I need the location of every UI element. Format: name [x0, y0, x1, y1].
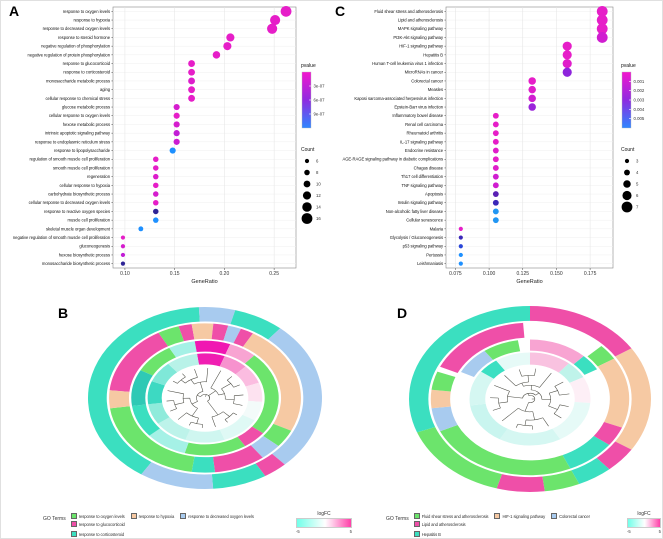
- count-legend-dot: [302, 202, 311, 211]
- dendrogram-line: [200, 382, 203, 391]
- count-legend-label: 5: [636, 181, 639, 187]
- pvalue-legend-title: pvalue: [301, 63, 316, 69]
- y-axis-label: regulation of smooth muscle cell proliferation: [29, 156, 110, 162]
- logfc-max-d: 5: [658, 529, 661, 534]
- dot: [493, 209, 499, 215]
- count-legend-dot: [305, 159, 309, 163]
- x-tick-label: 0.20: [219, 271, 230, 277]
- count-legend-label: 6: [636, 193, 639, 199]
- go-terms-items-b: [71, 513, 293, 537]
- count-legend-label: 12: [316, 193, 321, 199]
- dendrogram-line: [555, 382, 563, 386]
- dot: [528, 86, 536, 94]
- y-axis-label: p53 signaling pathway: [402, 243, 443, 249]
- go-legend-item-b-2: [180, 513, 254, 519]
- dendrogram-line: [543, 418, 549, 426]
- go-legend-item-d-3: [414, 521, 466, 527]
- dendrogram-line: [182, 374, 185, 377]
- ring-segment: [192, 457, 215, 473]
- dendrogram-line: [559, 394, 569, 395]
- dot: [153, 156, 159, 162]
- y-axis-label: aging: [100, 87, 110, 93]
- y-axis-label: TNF signaling pathway: [401, 182, 443, 188]
- dendrogram-line: [192, 401, 198, 404]
- go-terms-legend-b: [43, 513, 293, 537]
- dot: [188, 95, 195, 102]
- y-axis-label: Fluid shear stress and atherosclerosis: [374, 8, 443, 14]
- dendrogram-line: [505, 375, 516, 386]
- dendrogram-line: [191, 380, 194, 384]
- dendrogram-line: [173, 381, 177, 383]
- count-legend-label: 7: [636, 204, 639, 210]
- dot: [226, 33, 234, 41]
- dot: [174, 130, 180, 136]
- logfc-legend-b: [296, 511, 352, 534]
- dendrogram-line: [499, 402, 508, 403]
- logfc-min-d: -5: [627, 529, 631, 534]
- count-legend-dot: [623, 180, 631, 188]
- y-axis-label: HIF-1 signaling pathway: [399, 43, 443, 49]
- dendrogram-line: [522, 383, 524, 386]
- y-axis-label: MAPK signaling pathway: [397, 26, 443, 32]
- ring-segment: [195, 341, 230, 355]
- y-axis-label: Glycolysis / Gluconeogenesis: [389, 234, 443, 240]
- dot: [563, 42, 572, 51]
- panel-a-label: A: [9, 3, 20, 19]
- go-legend-swatch: [71, 521, 77, 527]
- y-axis-label: intrinsic apoptotic signaling pathway: [45, 130, 110, 136]
- count-legend-dot: [303, 191, 311, 199]
- y-axis-label: Kaposi sarcoma-associated herpesvirus infection: [354, 95, 443, 101]
- x-tick-label: 0.25: [269, 271, 279, 277]
- go-legend-swatch: [131, 513, 137, 519]
- dot: [153, 217, 159, 223]
- y-axis-label: Malaria: [429, 226, 443, 232]
- pvalue-tick-label: 0.003: [633, 97, 645, 103]
- ring-segment: [185, 430, 224, 443]
- dot: [597, 32, 608, 43]
- go-legend-label: Colorectal cancer: [559, 513, 590, 519]
- dendrogram-line: [189, 422, 191, 425]
- dot: [138, 226, 143, 231]
- dot: [493, 130, 499, 136]
- y-axis-label: IL-17 signaling pathway: [400, 139, 443, 145]
- dendrogram-line: [525, 403, 529, 412]
- go-legend-label: response to glucocorticoid: [78, 521, 125, 527]
- dot: [493, 200, 499, 206]
- go-legend-item-b-1: [131, 513, 175, 519]
- logfc-legend-d: [627, 511, 661, 534]
- y-axis-label: Measles: [427, 87, 443, 93]
- dendrogram-line: [225, 420, 228, 423]
- go-legend-swatch: [414, 513, 420, 519]
- dot: [188, 69, 195, 76]
- y-axis-label: Hepatitis B: [423, 52, 443, 58]
- ring-segment: [432, 372, 456, 392]
- dot: [188, 60, 195, 67]
- go-legend-label: response to corticosteroid: [78, 531, 125, 537]
- dendrogram-line: [533, 412, 535, 420]
- dendrogram-line: [212, 417, 216, 427]
- logfc-gradient-bar-d: [627, 518, 661, 528]
- y-axis-label: negative regulation of smooth muscle cell proliferation: [12, 234, 110, 240]
- dot: [459, 244, 463, 248]
- y-axis-label: PI3K-Akt signaling pathway: [393, 34, 443, 40]
- dendrogram-line: [549, 391, 557, 394]
- y-axis-label: glucose metabolic process: [61, 104, 110, 110]
- go-legend-item-b-0: [71, 513, 125, 519]
- count-legend-label: 6: [316, 158, 319, 164]
- panel-c-label: C: [335, 3, 346, 19]
- pvalue-legend-title: pvalue: [621, 63, 636, 69]
- y-axis-label: response to hypoxia: [73, 17, 110, 23]
- dendrogram-line: [170, 409, 176, 411]
- dendrogram-line: [211, 371, 221, 388]
- y-axis-label: cellular response to hypoxia: [59, 182, 110, 188]
- ring-segment: [148, 381, 165, 404]
- dot: [153, 200, 159, 206]
- y-axis-label: response to decreased oxygen levels: [42, 26, 110, 32]
- dot: [121, 253, 125, 257]
- pvalue-tick-label: 0.001: [633, 78, 645, 84]
- dendrogram-line: [227, 376, 232, 380]
- dendrogram-line: [178, 413, 186, 420]
- count-legend-label: 16: [316, 216, 321, 222]
- y-axis-label: Lipid and atherosclerosis: [397, 17, 443, 23]
- dendrogram-line: [536, 393, 539, 395]
- dot: [459, 262, 463, 266]
- count-legend-dot: [304, 181, 311, 188]
- pvalue-tick-label: 9e-07: [313, 111, 325, 117]
- dendrogram-line: [502, 408, 518, 421]
- x-tick-label: 0.075: [449, 271, 462, 277]
- dendrogram-line: [197, 395, 201, 396]
- figure-charts-svg: [1, 1, 663, 539]
- dendrogram-line: [531, 385, 532, 390]
- dendrogram-line: [234, 385, 240, 387]
- ring-segment: [197, 353, 225, 366]
- dendrogram-line: [528, 393, 529, 395]
- count-legend-dot: [622, 202, 633, 213]
- dendrogram-line: [494, 385, 509, 391]
- y-axis-label: carbohydrate biosynthetic process: [48, 191, 110, 197]
- pvalue-tick-label: 3e-07: [313, 83, 325, 89]
- y-axis-label: cellular response to decreased oxygen levels: [28, 200, 110, 206]
- pvalue-tick-label: 0.005: [633, 116, 645, 122]
- dendrogram-line: [175, 403, 184, 405]
- dot: [493, 191, 499, 197]
- dot: [188, 86, 195, 93]
- go-legend-label: Fluid shear stress and atherosclerosis: [421, 513, 489, 519]
- dendrogram-line: [207, 401, 218, 415]
- dendrogram-line: [554, 414, 561, 418]
- count-legend-dot: [624, 170, 630, 176]
- ring-segment: [431, 390, 451, 409]
- go-legend-item-b-3: [71, 521, 125, 527]
- dendrogram-line: [205, 395, 206, 397]
- dot: [153, 191, 159, 197]
- dot: [493, 156, 499, 162]
- dendrogram-line: [207, 368, 208, 382]
- dendrogram-line: [508, 396, 523, 398]
- dendrogram-line: [192, 408, 198, 416]
- y-axis-label: Leishmaniasis: [417, 261, 443, 267]
- go-terms-title-b: GO Terms: [43, 516, 66, 522]
- dendrogram-arc: [523, 393, 536, 398]
- dot: [267, 24, 277, 34]
- ring-segment: [500, 429, 561, 446]
- ring-segment: [470, 404, 508, 439]
- ring-segment: [497, 474, 545, 492]
- x-tick-label: 0.100: [482, 271, 496, 277]
- y-axis-label: response to oxygen levels: [62, 8, 110, 14]
- count-legend-label: 8: [316, 170, 319, 176]
- count-legend-title: Count: [301, 147, 315, 153]
- panel-b-label: B: [58, 305, 69, 321]
- y-axis-label: monosaccharide metabolic process: [45, 78, 110, 84]
- logfc-ticks-d: [627, 529, 661, 534]
- y-axis-label: Chagas disease: [413, 165, 443, 171]
- go-legend-label: HIF-1 signaling pathway: [502, 513, 546, 519]
- logfc-ticks-b: [296, 529, 352, 534]
- dot: [493, 165, 499, 171]
- y-axis-label: regeneration: [87, 174, 110, 180]
- y-axis-label: gluconeogenesis: [79, 243, 110, 249]
- dot: [213, 51, 221, 59]
- x-tick-label: 0.125: [516, 271, 530, 277]
- dendrogram-line: [519, 369, 521, 376]
- y-axis-label: cellular response to oxygen levels: [48, 113, 110, 119]
- dot: [528, 95, 536, 103]
- go-legend-item-d-2: [551, 513, 590, 519]
- y-axis-label: Inflammatory bowel disease: [392, 113, 443, 119]
- pvalue-tick-label: 0.004: [633, 106, 645, 112]
- dot: [174, 104, 180, 110]
- dendrogram-line: [233, 404, 242, 406]
- dendrogram-arc: [201, 394, 210, 398]
- y-axis-label: hexose metabolic process: [62, 121, 110, 127]
- go-legend-label: response to oxygen levels: [78, 513, 125, 519]
- dendrogram-line: [219, 394, 225, 395]
- count-legend-label: 3: [636, 158, 639, 164]
- dendrogram-line: [225, 399, 234, 400]
- dot: [459, 227, 463, 231]
- dendrogram-line: [534, 369, 535, 376]
- go-terms-items-d: [414, 513, 624, 537]
- pvalue-tick-label: 0.002: [633, 88, 645, 94]
- panel-d-label: D: [397, 305, 408, 321]
- x-tick-label: 0.10: [120, 271, 130, 277]
- go-legend-item-d-0: [414, 513, 489, 519]
- x-axis-title: GeneRatio: [191, 279, 218, 285]
- go-legend-item-d-4: [414, 531, 441, 537]
- dot: [281, 6, 292, 17]
- dot: [270, 15, 280, 25]
- dot: [188, 78, 195, 85]
- go-legend-swatch: [414, 521, 420, 527]
- dot: [121, 244, 125, 248]
- dot: [528, 103, 536, 111]
- count-legend-dot: [302, 213, 313, 224]
- dendrogram-line: [197, 418, 199, 424]
- go-legend-swatch: [180, 513, 186, 519]
- logfc-max-b: 5: [349, 529, 352, 534]
- dot: [493, 174, 499, 180]
- logfc-title-d: logFC: [637, 511, 651, 517]
- dot: [121, 262, 125, 266]
- y-axis-label: skeletal muscle organ development: [46, 226, 110, 232]
- go-legend-label: response to hypoxia: [138, 513, 175, 519]
- y-axis-label: Insulin signaling pathway: [397, 200, 443, 206]
- dendrogram-line: [540, 373, 552, 387]
- y-axis-label: Non-alcoholic fatty liver disease: [385, 208, 443, 214]
- dot: [493, 139, 499, 145]
- y-axis-label: smooth muscle cell proliferation: [52, 165, 110, 171]
- go-legend-label: Hepatitis B: [421, 531, 441, 537]
- dendrogram-line: [194, 369, 197, 377]
- dot: [528, 77, 536, 85]
- dendrogram-line: [525, 420, 526, 426]
- dot: [174, 139, 180, 145]
- dendrogram-line: [516, 424, 518, 428]
- ring-segment: [552, 402, 590, 439]
- y-axis-label: response to glucocorticoid: [62, 60, 110, 66]
- dendrogram-line: [209, 391, 216, 396]
- y-axis-label: monosaccharide biosynthetic process: [41, 261, 110, 267]
- dot: [563, 50, 572, 59]
- go-terms-legend-d: [386, 513, 624, 537]
- logfc-title-b: logFC: [317, 511, 331, 517]
- y-axis-label: response to reactive oxygen species: [44, 208, 110, 214]
- dendrogram-line: [493, 408, 501, 410]
- y-axis-label: Apoptosis: [425, 191, 443, 197]
- dendrogram-line: [234, 395, 243, 396]
- go-legend-label: response to decreased oxygen levels: [188, 513, 254, 519]
- x-tick-label: 0.15: [169, 271, 180, 277]
- dot: [563, 59, 572, 68]
- dot: [493, 182, 499, 188]
- dot: [493, 148, 499, 154]
- dendrogram-line: [221, 384, 230, 389]
- dot: [153, 209, 159, 215]
- y-axis-label: Pertussis: [426, 252, 443, 258]
- dot: [223, 42, 231, 50]
- dot: [174, 113, 180, 119]
- go-legend-item-b-4: [71, 531, 124, 537]
- dot: [493, 113, 499, 119]
- y-axis-label: Rheumatoid arthritis: [406, 130, 443, 136]
- y-axis-label: Epstein-Barr virus infection: [394, 104, 443, 110]
- dot: [174, 121, 180, 127]
- y-axis-label: response to steroid hormone: [58, 34, 110, 40]
- y-axis-label: cellular response to chemical stress: [45, 95, 110, 101]
- y-axis-label: negative regulation of protein phosphorylation: [27, 52, 110, 58]
- y-axis-label: Endocrine resistance: [404, 147, 443, 153]
- logfc-min-b: -5: [296, 529, 300, 534]
- ring-segment: [109, 390, 130, 408]
- y-axis-label: Human T-cell leukemia virus 1 infection: [372, 60, 443, 66]
- y-axis-label: hexose biosynthetic process: [58, 252, 110, 258]
- pvalue-tick-label: 6e-07: [313, 97, 325, 103]
- count-legend-label: 4: [636, 170, 639, 176]
- dot: [153, 174, 159, 180]
- dot: [121, 235, 125, 239]
- count-legend-dot: [304, 170, 310, 176]
- ring-segment: [199, 307, 235, 324]
- y-axis-label: muscle cell proliferation: [67, 217, 110, 223]
- dendrogram-line: [223, 412, 229, 417]
- go-legend-swatch: [551, 513, 557, 519]
- dot: [153, 183, 159, 189]
- x-axis-title: GeneRatio: [516, 279, 543, 285]
- dot: [459, 253, 463, 257]
- y-axis-label: response to endoplasmic reticulum stress: [34, 139, 110, 145]
- dot: [493, 217, 499, 223]
- dendrogram-line: [549, 406, 558, 409]
- go-legend-swatch: [71, 513, 77, 519]
- dot: [563, 68, 572, 77]
- dendrogram-line: [560, 405, 569, 407]
- dot: [493, 122, 499, 128]
- dendrogram-line: [528, 375, 529, 382]
- dendrogram-line: [167, 400, 174, 401]
- y-axis-label: MicroRNAs in cancer: [404, 69, 443, 75]
- count-legend-dot: [622, 191, 631, 200]
- dot: [459, 235, 463, 239]
- go-legend-swatch: [494, 513, 500, 519]
- go-legend-label: Lipid and atherosclerosis: [421, 521, 466, 527]
- y-axis-label: response to corticosteroid: [63, 69, 110, 75]
- logfc-gradient-bar-b: [296, 518, 352, 528]
- go-legend-swatch: [414, 531, 420, 537]
- count-legend-label: 14: [316, 204, 321, 210]
- y-axis-label: Renal cell carcinoma: [405, 121, 443, 127]
- y-axis-label: response to lipopolysaccharide: [54, 147, 110, 153]
- go-legend-swatch: [71, 531, 77, 537]
- x-tick-label: 0.175: [583, 271, 597, 277]
- count-legend-dot: [625, 159, 629, 163]
- x-tick-label: 0.150: [550, 271, 563, 277]
- y-axis-label: Th17 cell differentiation: [401, 174, 443, 180]
- y-axis-label: AGE-RAGE signaling pathway in diabetic complications: [342, 156, 443, 162]
- dendrogram-line: [181, 380, 185, 383]
- dot: [153, 165, 159, 171]
- y-axis-label: Cellular senescence: [406, 217, 443, 223]
- dendrogram-line: [233, 413, 237, 415]
- dendrogram-line: [168, 391, 184, 394]
- dot: [170, 147, 176, 153]
- go-terms-title-d: GO Terms: [386, 516, 409, 522]
- ring-segment: [192, 323, 214, 339]
- y-axis-label: negative regulation of phosphorylation: [41, 43, 110, 49]
- count-legend-title: Count: [621, 147, 635, 153]
- ring-segment: [470, 372, 494, 406]
- y-axis-label: Colorectal cancer: [411, 78, 443, 84]
- go-legend-item-d-1: [494, 513, 545, 519]
- count-legend-label: 10: [316, 181, 321, 187]
